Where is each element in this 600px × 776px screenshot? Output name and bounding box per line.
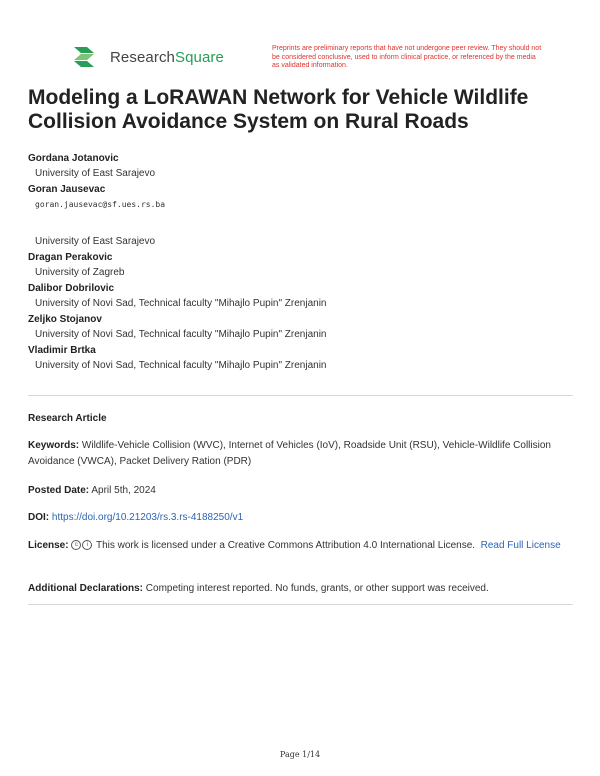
author-list [28,151,327,374]
author-affiliation: University of Novi Sad, Technical faculty "Mihajlo Pupin" Zrenjanin [35,298,327,309]
author-affiliation: University of Novi Sad, Technical faculty "Mihajlo Pupin" Zrenjanin [35,329,327,340]
doi-label: DOI: [28,512,50,523]
license-label: License: [28,540,69,551]
research-square-logo[interactable] [72,44,224,70]
read-full-license-link[interactable]: Read Full License [480,540,561,551]
research-square-logo-icon [72,44,102,70]
posted-date-label: Posted Date: [28,485,90,496]
page-indicator: Page 1/14 [279,750,321,759]
author-name: Dalibor Dobrilovic [28,283,115,294]
author-affiliation: University of Novi Sad, Technical faculty "Mihajlo Pupin" Zrenjanin [35,360,327,371]
license-text: This work is licensed under a Creative Commons Attribution 4.0 International License. [95,540,476,551]
author-name: Vladimir Brtka [28,345,96,356]
author-name: Zeljko Stojanov [28,314,102,325]
brand-name-part1: Research [110,48,175,66]
divider [28,395,573,396]
declarations-value: Competing interest reported. No funds, grants, or other support was received. [145,583,489,594]
posted-date [28,483,573,499]
article-type [28,411,573,427]
author-email[interactable]: goran.jausevac@sf.ues.rs.ba [35,200,166,209]
author-affiliation: University of East Sarajevo [35,236,156,247]
brand-name [110,49,224,66]
keywords [28,438,573,470]
author-affiliation: University of Zagreb [35,267,125,278]
author-name: Gordana Jotanovic [28,153,119,164]
declarations-label: Additional Declarations: [28,583,144,594]
paper-title: Modeling a LoRAWAN Network for Vehicle Wildlife Collision Avoidance System on Rural Roads [28,86,529,133]
keywords-value: Wildlife-Vehicle Collision (WVC), Internet of Vehicles (IoV), Roadside Unit (RSU), Vehicle-Wildlife Collision Avoidance (VWCA), Packet Delivery Ration (PDR) [28,440,551,467]
preprint-notice: Preprints are preliminary reports that have not undergone peer review. They should not be considered conclusive, used to inform clinical practice, or referenced by the media as validated information. [272,45,542,69]
additional-declarations [28,581,573,597]
creative-commons-icon: c [71,540,81,550]
article-type-value: Research Article [28,413,107,424]
author-name: Dragan Perakovic [28,252,113,263]
divider [28,604,573,605]
author-affiliation: University of East Sarajevo [35,168,156,179]
doi [28,510,573,526]
keywords-label: Keywords: [28,440,80,451]
brand-name-part2: Square [175,48,224,66]
posted-date-value: April 5th, 2024 [91,485,156,496]
author-name: Goran Jausevac [28,184,106,195]
doi-link[interactable]: https://doi.org/10.21203/rs.3.rs-4188250/v1 [51,512,244,523]
attribution-icon: i [82,540,92,550]
license [28,538,573,554]
